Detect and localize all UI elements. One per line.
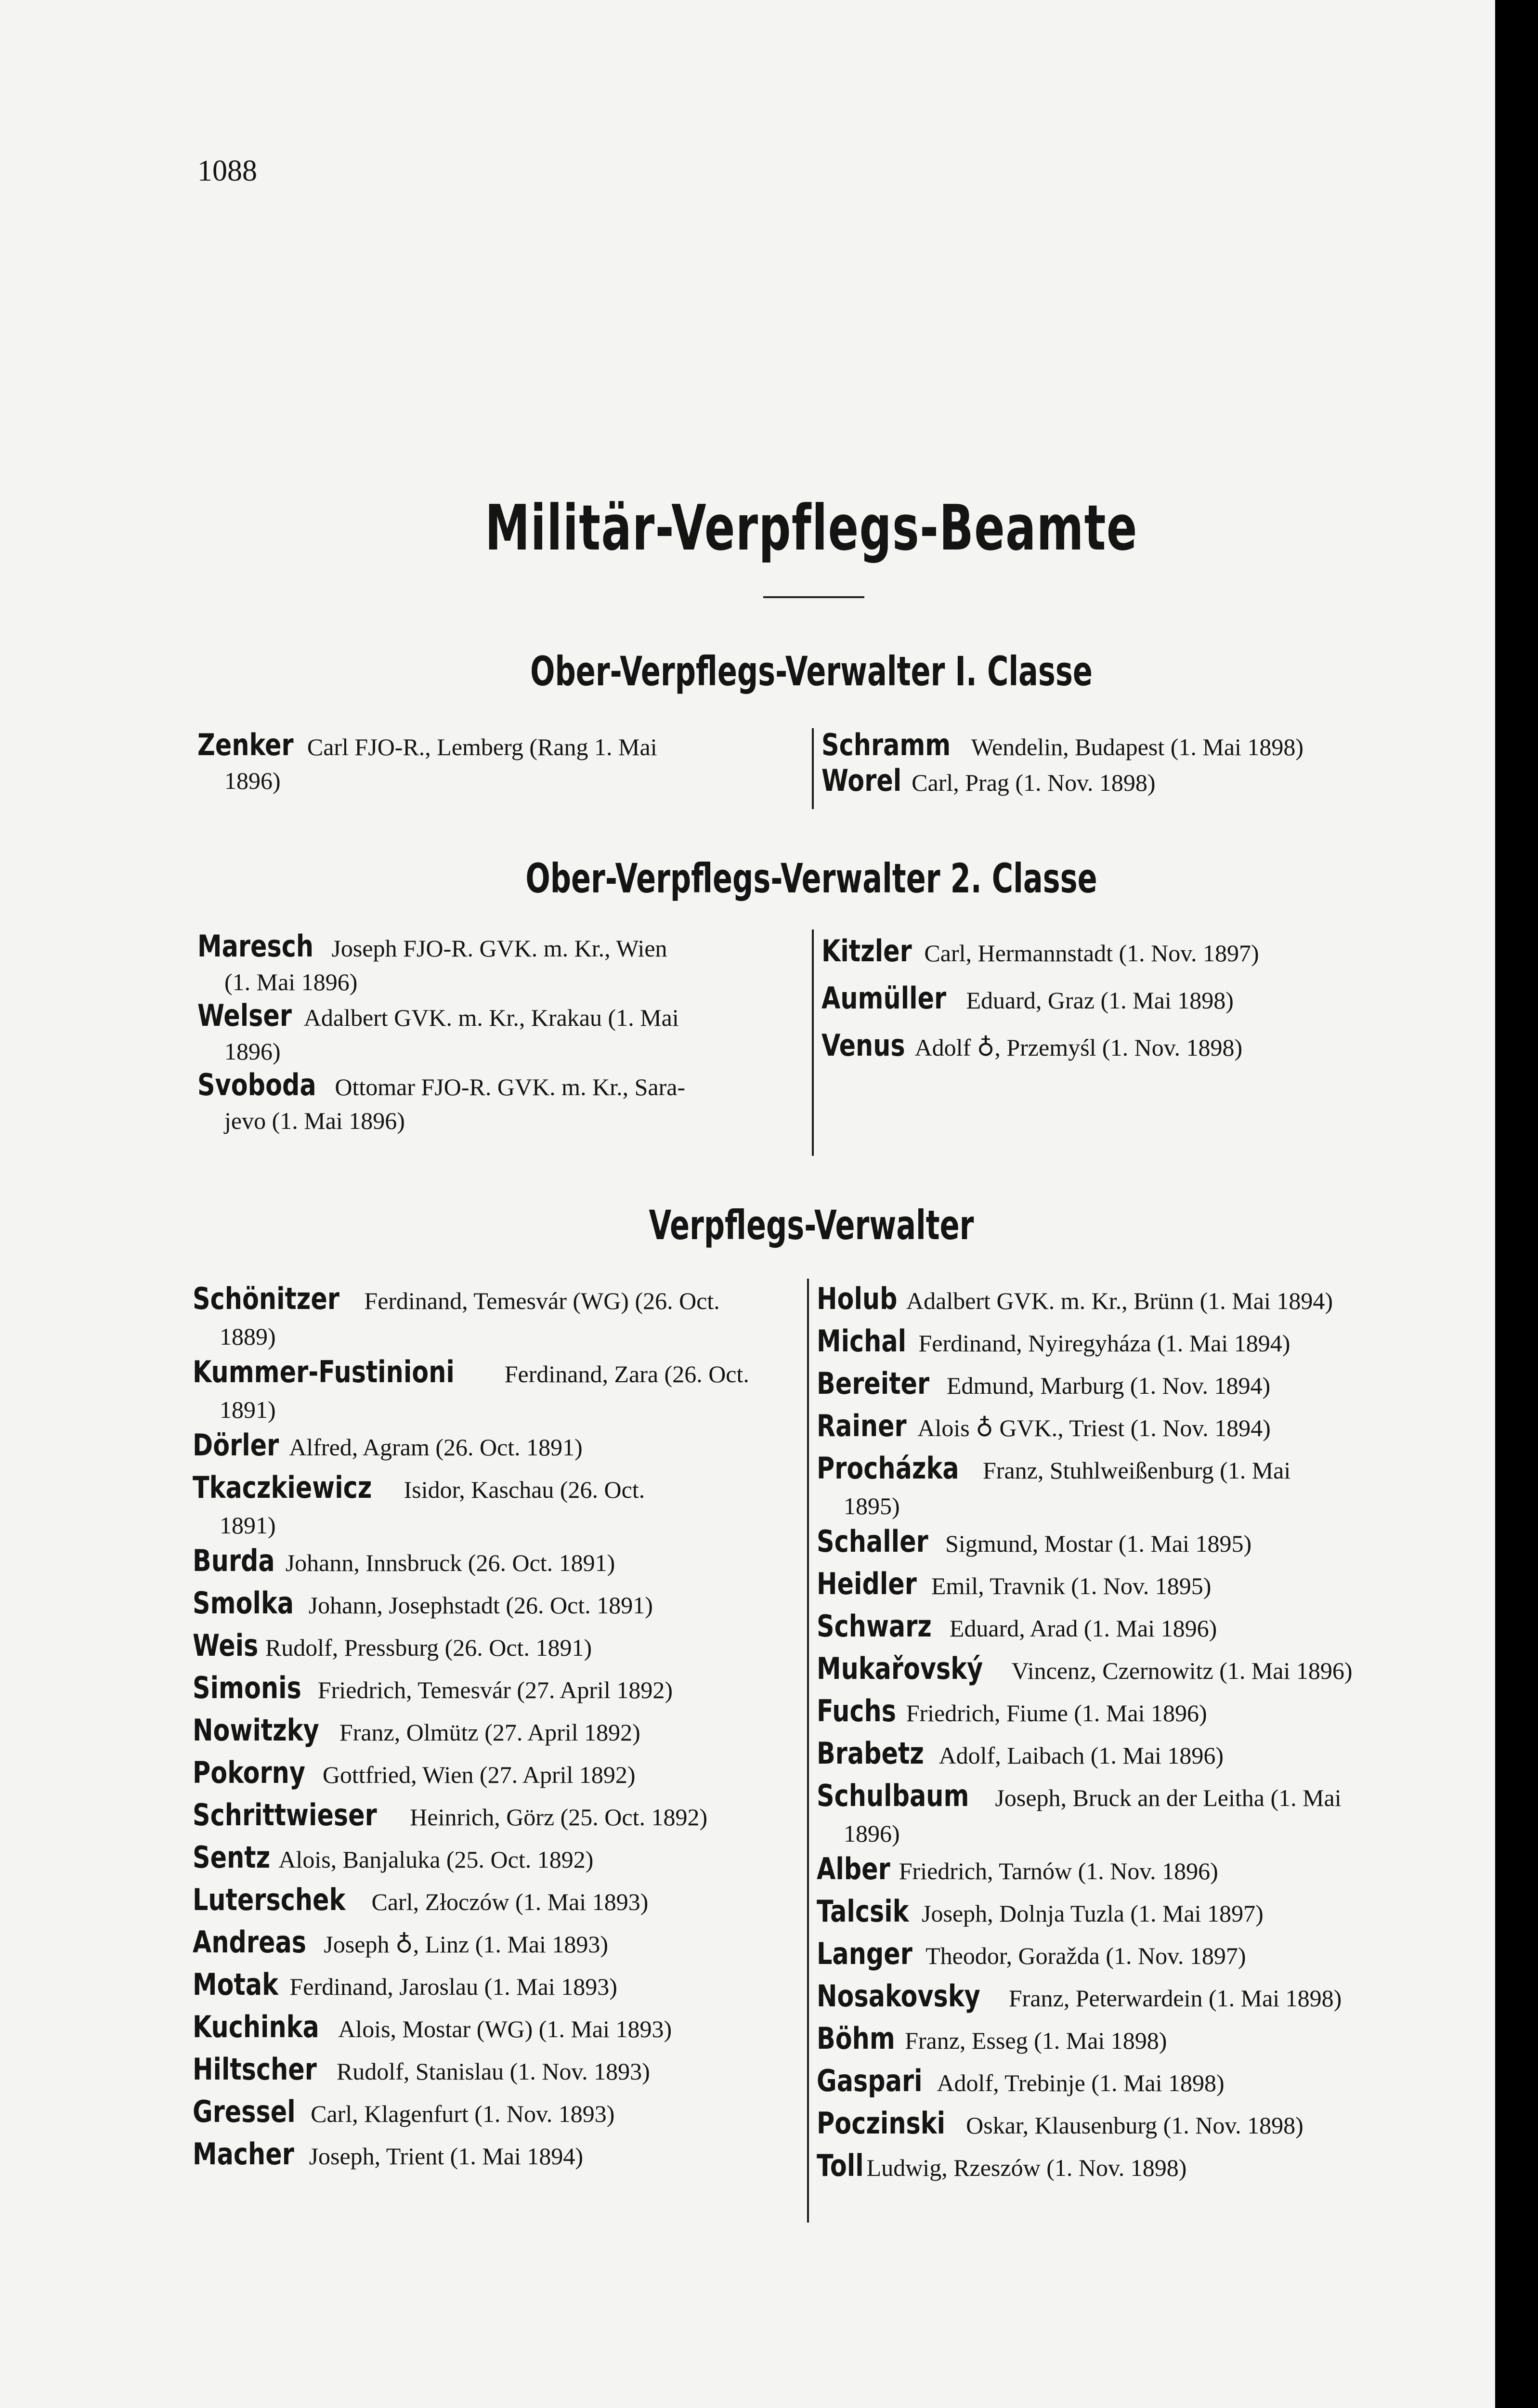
entry-text: Ferdinand, Temesvár (WG) (26. Oct. — [364, 1287, 720, 1314]
entry-text: Franz, Esseg (1. Mai 1898) — [905, 2027, 1167, 2054]
entry-name: Luterschek — [193, 1882, 346, 1917]
list-entry — [817, 2018, 1425, 2061]
entry-text: Franz, Stuhlweißenburg (1. Mai — [983, 1457, 1291, 1484]
list-entry — [193, 1352, 795, 1425]
entry-text: Carl, Hermannstadt (1. Nov. 1897) — [924, 940, 1259, 967]
entry-text: Ferdinand, Nyiregyháza (1. Mai 1894) — [918, 1330, 1290, 1357]
title-rule — [763, 596, 864, 598]
list-entry — [197, 929, 795, 999]
list-entry — [821, 977, 1421, 1022]
entry-continuation: 1896) — [224, 1038, 281, 1065]
entry-name: Dörler — [193, 1427, 279, 1463]
list-entry — [817, 1776, 1425, 1849]
list-entry — [821, 728, 1421, 764]
entry-name: Kuchinka — [193, 2009, 319, 2044]
entry-text: Rudolf, Pressburg (26. Oct. 1891) — [265, 1634, 592, 1661]
entry-text: Vincenz, Czernowitz (1. Mai 1896) — [1011, 1657, 1353, 1684]
entry-name: Schrittwieser — [193, 1797, 377, 1832]
section-heading-2: Ober-Verpflegs-Verwalter 2. Classe — [525, 855, 1097, 902]
list-entry — [193, 2134, 795, 2176]
entry-name: Poczinski — [817, 2106, 946, 2141]
list-entry — [817, 1849, 1425, 1891]
list-entry — [197, 999, 795, 1068]
entry-text: Heinrich, Görz (25. Oct. 1892) — [410, 1804, 708, 1831]
entry-text: Eduard, Graz (1. Mai 1898) — [966, 987, 1234, 1014]
entry-name: Gressel — [193, 2094, 296, 2129]
section-heading-1: Ober-Verpflegs-Verwalter I. Classe — [530, 648, 1093, 695]
list-entry — [193, 1964, 795, 2007]
entry-name: Holub — [817, 1281, 898, 1316]
list-entry — [817, 1649, 1425, 1691]
entry-text: Carl, Klagenfurt (1. Nov. 1893) — [311, 2100, 615, 2127]
entry-name: Schönitzer — [193, 1281, 339, 1316]
entry-text: Joseph ♁, Linz (1. Mai 1893) — [324, 1931, 609, 1958]
entry-name: Pokorny — [193, 1755, 305, 1790]
entry-text: Eduard, Arad (1. Mai 1896) — [949, 1615, 1217, 1642]
entry-text: Theodor, Goražda (1. Nov. 1897) — [925, 1942, 1246, 1969]
entry-name: Langer — [817, 1936, 912, 1971]
entry-text: Isidor, Kaschau (26. Oct. — [404, 1476, 645, 1503]
entry-name: Brabetz — [817, 1736, 924, 1771]
column-divider — [812, 728, 814, 809]
entry-name: Schwarz — [817, 1609, 932, 1644]
entry-text: Ludwig, Rzeszów (1. Nov. 1898) — [866, 2154, 1187, 2181]
entry-text: Alois, Mostar (WG) (1. Mai 1893) — [338, 2015, 672, 2042]
entry-text: Alois ♁ GVK., Triest (1. Nov. 1894) — [917, 1414, 1271, 1441]
entry-name: Hiltscher — [193, 2052, 317, 2087]
entry-continuation: 1889) — [220, 1323, 276, 1350]
entry-name: Nowitzky — [193, 1713, 319, 1748]
entry-name: Michal — [817, 1323, 907, 1359]
entry-text: Carl FJO-R., Lemberg (Rang 1. Mai — [307, 733, 657, 760]
entry-text: Emil, Travnik (1. Nov. 1895) — [931, 1572, 1212, 1599]
list-entry — [193, 1795, 795, 1837]
section-heading-3: Verpflegs-Verwalter — [649, 1202, 974, 1249]
list-entry — [197, 728, 795, 798]
entry-name: Burda — [193, 1543, 275, 1578]
list-entry — [193, 1279, 795, 1352]
entry-continuation: 1891) — [220, 1396, 276, 1423]
entry-text: Gottfried, Wien (27. April 1892) — [322, 1761, 636, 1788]
list-entry — [193, 2007, 795, 2049]
entry-name: Worel — [821, 763, 902, 798]
list-entry — [197, 1068, 795, 1138]
entry-name: Andreas — [193, 1924, 307, 1960]
entry-name: Schramm — [821, 727, 951, 762]
entry-name: Alber — [817, 1851, 890, 1886]
entry-name: Fuchs — [817, 1693, 896, 1728]
entry-name: Schaller — [817, 1524, 928, 1559]
list-entry — [193, 1467, 795, 1541]
list-entry — [817, 1321, 1425, 1363]
section-1-right-column — [821, 728, 1421, 799]
entry-text: Carl, Prag (1. Nov. 1898) — [912, 769, 1156, 796]
list-entry — [821, 1024, 1421, 1069]
list-entry — [817, 2146, 1425, 2188]
list-entry — [817, 1691, 1425, 1733]
entry-name: Smolka — [193, 1585, 294, 1621]
entry-name: Talcsik — [817, 1894, 909, 1929]
list-entry — [817, 1363, 1425, 1406]
section-3-right-column — [817, 1279, 1425, 2188]
list-entry — [821, 929, 1421, 975]
entry-text: Carl, Złoczów (1. Mai 1893) — [371, 1888, 649, 1915]
entry-text: Oskar, Klausenburg (1. Nov. 1898) — [966, 2112, 1303, 2139]
list-entry — [193, 1425, 795, 1467]
entry-name: Schulbaum — [817, 1778, 969, 1813]
list-entry — [817, 2061, 1425, 2103]
entry-text: Friedrich, Temesvár (27. April 1892) — [317, 1676, 673, 1703]
section-2-right-column — [821, 929, 1421, 1071]
entry-name: Venus — [821, 1028, 905, 1063]
entry-text: Wendelin, Budapest (1. Mai 1898) — [971, 733, 1304, 760]
entry-name: Heidler — [817, 1566, 917, 1601]
list-entry — [193, 1710, 795, 1753]
entry-name: Bereiter — [817, 1366, 930, 1401]
list-entry — [817, 1976, 1425, 2018]
entry-continuation: (1. Mai 1896) — [224, 968, 358, 995]
entry-name: Mukařovský — [817, 1651, 983, 1686]
list-entry — [193, 1837, 795, 1880]
entry-name: Kummer-Fustinioni — [193, 1354, 455, 1389]
list-entry — [193, 2049, 795, 2092]
list-entry — [817, 1564, 1425, 1606]
list-entry — [817, 1934, 1425, 1976]
entry-name: Simonis — [193, 1670, 301, 1705]
entry-name: Gaspari — [817, 2063, 923, 2098]
section-2-left-column — [197, 929, 795, 1138]
entry-name: Welser — [197, 998, 292, 1033]
entry-text: Adolf, Trebinje (1. Mai 1898) — [937, 2069, 1225, 2096]
list-entry — [193, 1583, 795, 1625]
entry-name: Procházka — [817, 1451, 959, 1486]
entry-text: Johann, Josephstadt (26. Oct. 1891) — [308, 1592, 653, 1619]
entry-text: Edmund, Marburg (1. Nov. 1894) — [946, 1372, 1271, 1399]
entry-text: Joseph, Dolnja Tuzla (1. Mai 1897) — [922, 1900, 1264, 1927]
entry-text: Friedrich, Fiume (1. Mai 1896) — [906, 1700, 1207, 1727]
entry-text: Ferdinand, Zara (26. Oct. — [504, 1361, 749, 1387]
entry-text: Friedrich, Tarnów (1. Nov. 1896) — [899, 1858, 1218, 1885]
list-entry — [817, 1406, 1425, 1448]
list-entry — [193, 1541, 795, 1583]
entry-text: Adalbert GVK. m. Kr., Krakau (1. Mai — [303, 1004, 679, 1031]
list-entry — [193, 1625, 795, 1668]
entry-name: Macher — [193, 2136, 294, 2172]
entry-text: Alois, Banjaluka (25. Oct. 1892) — [278, 1846, 594, 1873]
list-entry — [817, 1606, 1425, 1649]
entry-name: Aumüller — [821, 981, 947, 1016]
list-entry — [817, 1521, 1425, 1564]
entry-name: Motak — [193, 1967, 278, 2002]
list-entry — [193, 1880, 795, 1922]
entry-text: Joseph, Bruck an der Leitha (1. Mai — [995, 1784, 1342, 1811]
list-entry — [817, 1279, 1425, 1321]
entry-name: Sentz — [193, 1840, 271, 1875]
list-entry — [821, 764, 1421, 799]
section-1-left-column — [197, 728, 795, 806]
entry-continuation: 1895) — [844, 1492, 900, 1519]
page-number: 1088 — [197, 155, 257, 187]
entry-name: Maresch — [197, 929, 314, 964]
list-entry — [817, 1448, 1425, 1521]
entry-text: Joseph, Trient (1. Mai 1894) — [309, 2143, 584, 2170]
entry-text: Johann, Innsbruck (26. Oct. 1891) — [285, 1549, 615, 1576]
entry-name: Toll — [817, 2148, 864, 2183]
entry-text: Adolf ♁, Przemyśl (1. Nov. 1898) — [914, 1034, 1243, 1061]
entry-text: Franz, Peterwardein (1. Mai 1898) — [1008, 1985, 1342, 2012]
entry-continuation: jevo (1. Mai 1896) — [224, 1107, 405, 1134]
entry-continuation: 1896) — [224, 767, 281, 794]
entry-name: Svoboda — [197, 1067, 316, 1102]
entry-text: Rudolf, Stanislau (1. Nov. 1893) — [336, 2058, 650, 2085]
entry-name: Weis — [193, 1628, 259, 1663]
list-entry — [193, 1668, 795, 1710]
entry-text: Adalbert GVK. m. Kr., Brünn (1. Mai 1894) — [906, 1287, 1333, 1314]
list-entry — [193, 1922, 795, 1964]
entry-name: Zenker — [197, 727, 294, 762]
entry-name: Kitzler — [821, 933, 912, 968]
entry-text: Franz, Olmütz (27. April 1892) — [339, 1719, 640, 1746]
entry-continuation: 1896) — [844, 1820, 900, 1847]
page-title: Militär-Verpflegs-Beamte — [485, 491, 1138, 564]
list-entry — [193, 2092, 795, 2134]
list-entry — [817, 1891, 1425, 1934]
entry-name: Rainer — [817, 1408, 907, 1443]
column-divider — [812, 929, 814, 1156]
entry-text: Joseph FJO-R. GVK. m. Kr., Wien — [331, 935, 667, 962]
entry-text: Alfred, Agram (26. Oct. 1891) — [289, 1434, 583, 1461]
list-entry — [817, 1733, 1425, 1776]
entry-name: Nosakovsky — [817, 1978, 980, 2014]
entry-text: Adolf, Laibach (1. Mai 1896) — [938, 1742, 1224, 1769]
entry-name: Böhm — [817, 2021, 895, 2056]
entry-text: Ferdinand, Jaroslau (1. Mai 1893) — [289, 1973, 617, 2000]
entry-text: Sigmund, Mostar (1. Mai 1895) — [945, 1530, 1252, 1557]
entry-name: Tkaczkiewicz — [193, 1470, 372, 1505]
list-entry — [193, 1753, 795, 1795]
list-entry — [817, 2103, 1425, 2146]
entry-text: Ottomar FJO-R. GVK. m. Kr., Sara- — [335, 1073, 686, 1100]
entry-continuation: 1891) — [220, 1512, 276, 1539]
section-3-left-column — [193, 1279, 795, 2176]
column-divider — [807, 1279, 809, 2223]
